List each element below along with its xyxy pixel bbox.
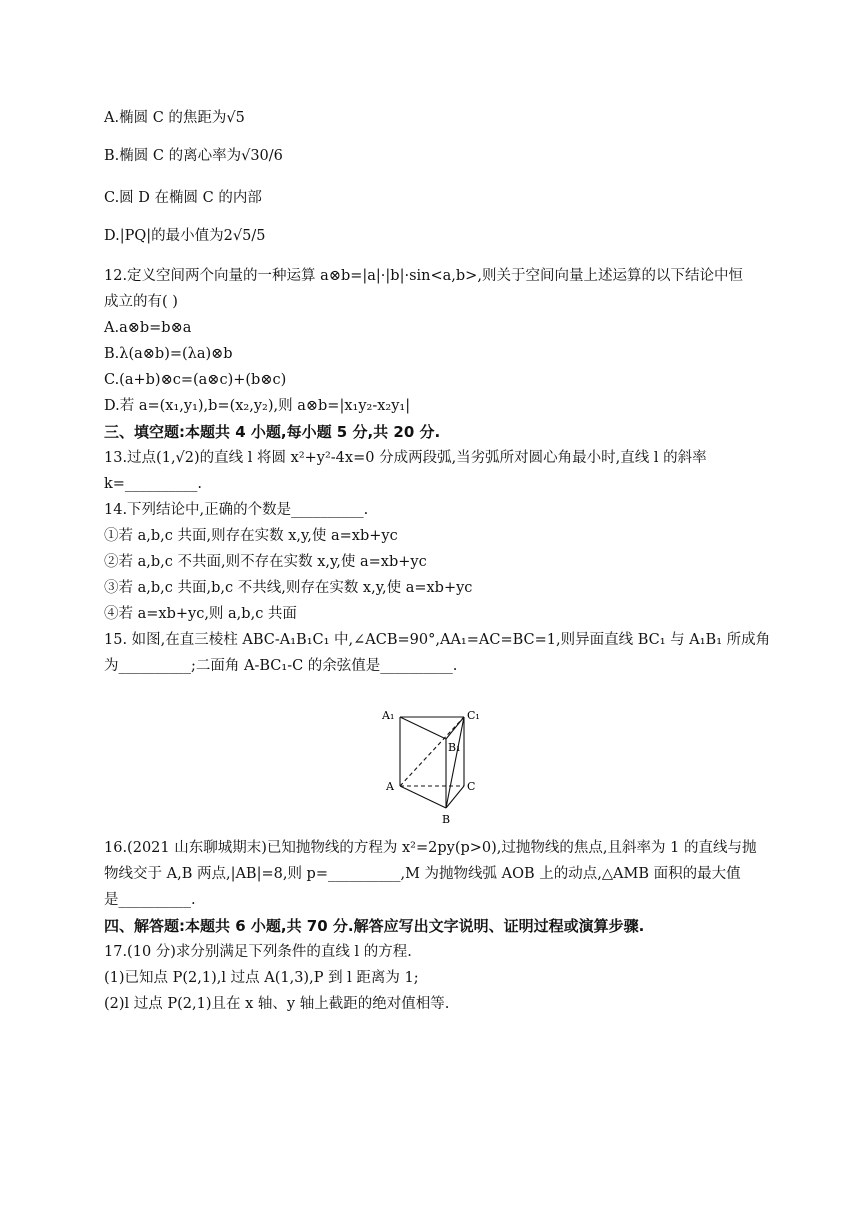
text-line-q14: 14.下列结论中,正确的个数是__________. bbox=[104, 502, 369, 518]
text-line-q13b: k=__________. bbox=[104, 476, 203, 492]
text-line-q12B: B.λ(a⊗b)=(λa)⊗b bbox=[104, 346, 233, 362]
text-line-q16b: 物线交于 A,B 两点,|AB|=8,则 p=__________,M 为抛物线弧 AOB 上的动点,△AMB 面积的最大值 bbox=[104, 866, 741, 882]
text-line-q12C: C.(a+b)⊗c=(a⊗c)+(b⊗c) bbox=[104, 372, 287, 388]
prism-figure bbox=[376, 706, 486, 830]
text-line-q16c: 是__________. bbox=[104, 892, 196, 908]
text-line-q14_4: ④若 a=xb+yc,则 a,b,c 共面 bbox=[104, 606, 297, 622]
label-C: C bbox=[467, 780, 476, 793]
text-line-opt11b: B.椭圆 C 的离心率为√30/6 bbox=[104, 148, 283, 164]
text-line-q17_2: (2)l 过点 P(2,1)且在 x 轴、y 轴上截距的绝对值相等. bbox=[104, 996, 450, 1012]
text-line-q14_3: ③若 a,b,c 共面,b,c 不共线,则存在实数 x,y,使 a=xb+yc bbox=[104, 580, 473, 596]
text-line-sec4: 四、解答题:本题共 6 小题,共 70 分.解答应写出文字说明、证明过程或演算步骤. bbox=[104, 917, 645, 935]
text-line-q15a: 15. 如图,在直三棱柱 ABC-A₁B₁C₁ 中,∠ACB=90°,AA₁=AC=BC=1,则异面直线 BC₁ 与 A₁B₁ 所成角 bbox=[104, 632, 771, 648]
text-line-q15b: 为__________;二面角 A-BC₁-C 的余弦值是__________. bbox=[104, 658, 458, 674]
text-line-q17_1: (1)已知点 P(2,1),l 过点 A(1,3),P 到 l 距离为 1; bbox=[104, 970, 419, 986]
label-A: A bbox=[386, 780, 394, 793]
text-line-q16a: 16.(2021 山东聊城期末)已知抛物线的方程为 x²=2py(p>0),过抛物线的焦点,且斜率为 1 的直线与抛 bbox=[104, 840, 757, 856]
text-line-opt11c: C.圆 D 在椭圆 C 的内部 bbox=[104, 190, 262, 206]
label-C1: C₁ bbox=[467, 709, 480, 722]
text-line-q12b: 成立的有( ) bbox=[104, 294, 178, 310]
text-line-q17: 17.(10 分)求分别满足下列条件的直线 l 的方程. bbox=[104, 944, 412, 960]
text-line-q12A: A.a⊗b=b⊗a bbox=[104, 320, 192, 336]
label-B: B bbox=[442, 813, 451, 826]
text-line-opt11a: A.椭圆 C 的焦距为√5 bbox=[104, 110, 245, 126]
text-line-q12a: 12.定义空间两个向量的一种运算 a⊗b=|a|·|b|·sin<a,b>,则关于空间向量上述运算的以下结论中恒 bbox=[104, 268, 743, 284]
text-line-q13a: 13.过点(1,√2)的直线 l 将圆 x²+y²-4x=0 分成两段弧,当劣弧所对圆心角最小时,直线 l 的斜率 bbox=[104, 450, 707, 466]
text-line-q12D: D.若 a=(x₁,y₁),b=(x₂,y₂),则 a⊗b=|x₁y₂-x₂y₁| bbox=[104, 398, 411, 414]
label-A1: A₁ bbox=[382, 709, 395, 722]
text-line-q14_2: ②若 a,b,c 不共面,则不存在实数 x,y,使 a=xb+yc bbox=[104, 554, 427, 570]
text-line-q14_1: ①若 a,b,c 共面,则存在实数 x,y,使 a=xb+yc bbox=[104, 528, 398, 544]
text-line-sec3: 三、填空题:本题共 4 小题,每小题 5 分,共 20 分. bbox=[104, 423, 441, 441]
label-B1: B₁ bbox=[448, 741, 461, 754]
text-line-opt11d: D.|PQ|的最小值为2√5/5 bbox=[104, 228, 266, 244]
